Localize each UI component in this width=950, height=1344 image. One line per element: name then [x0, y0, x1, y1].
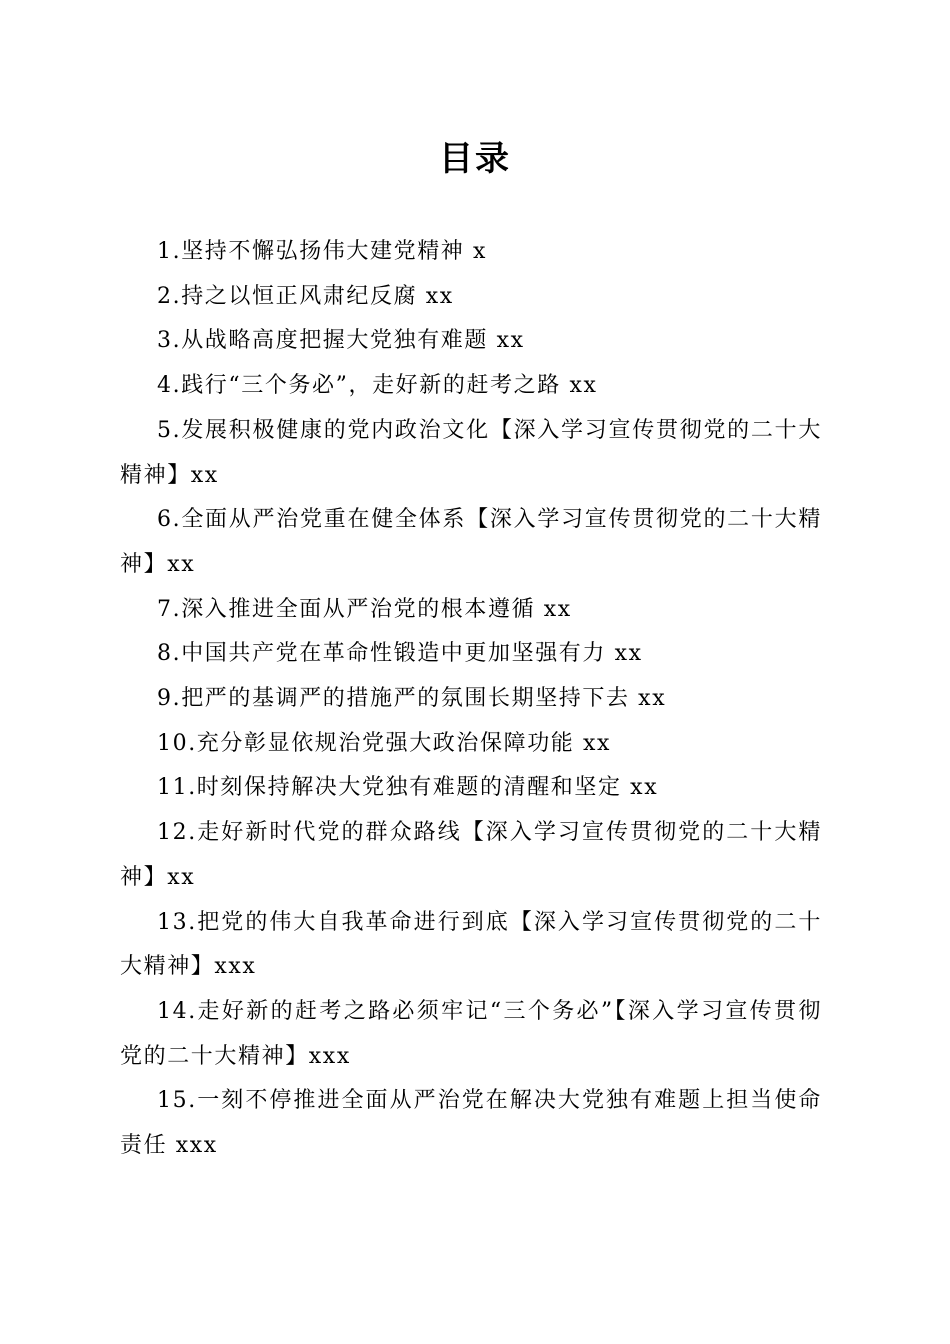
toc-item-11: 11.时刻保持解决大党独有难题的清醒和坚定 xx — [157, 775, 659, 801]
toc-item-5: 5.发展积极健康的党内政治文化【深入学习宣传贯彻党的二十大精神】xx — [120, 417, 822, 488]
toc-item-2: 2.持之以恒正风肃纪反腐 xx — [157, 283, 454, 309]
toc-item-10: 10.充分彰显依规治党强大政治保障功能 xx — [157, 730, 611, 756]
toc-item-8: 8.中国共产党在革命性锻造中更加坚强有力 xx — [157, 641, 643, 667]
toc-item-15: 15.一刻不停推进全面从严治党在解决大党独有难题上担当使命责任 xxx — [120, 1088, 822, 1159]
toc-item-3: 3.从战略高度把握大党独有难题 xx — [157, 328, 525, 354]
table-of-contents — [120, 230, 822, 1169]
toc-item-14: 14.走好新的赶考之路必须牢记“三个务必”【深入学习宣传贯彻党的二十大精神】xxx — [120, 998, 822, 1069]
toc-item-6: 6.全面从严治党重在健全体系【深入学习宣传贯彻党的二十大精神】xx — [120, 507, 822, 577]
toc-item-9: 9.把严的基调严的措施严的氛围长期坚持下去 xx — [157, 686, 667, 712]
toc-item-4: 4.践行“三个务必”，走好新的赶考之路 xx — [157, 373, 598, 399]
toc-item-7: 7.深入推进全面从严治党的根本遵循 xx — [157, 596, 572, 622]
toc-item-1: 1.坚持不懈弘扬伟大建党精神 x — [157, 239, 487, 264]
page-title: 目录 — [439, 139, 511, 179]
toc-item-12: 12.走好新时代党的群众路线【深入学习宣传贯彻党的二十大精神】xx — [120, 820, 822, 890]
toc-item-13: 13.把党的伟大自我革命进行到底【深入学习宣传贯彻党的二十大精神】xxx — [120, 909, 822, 980]
